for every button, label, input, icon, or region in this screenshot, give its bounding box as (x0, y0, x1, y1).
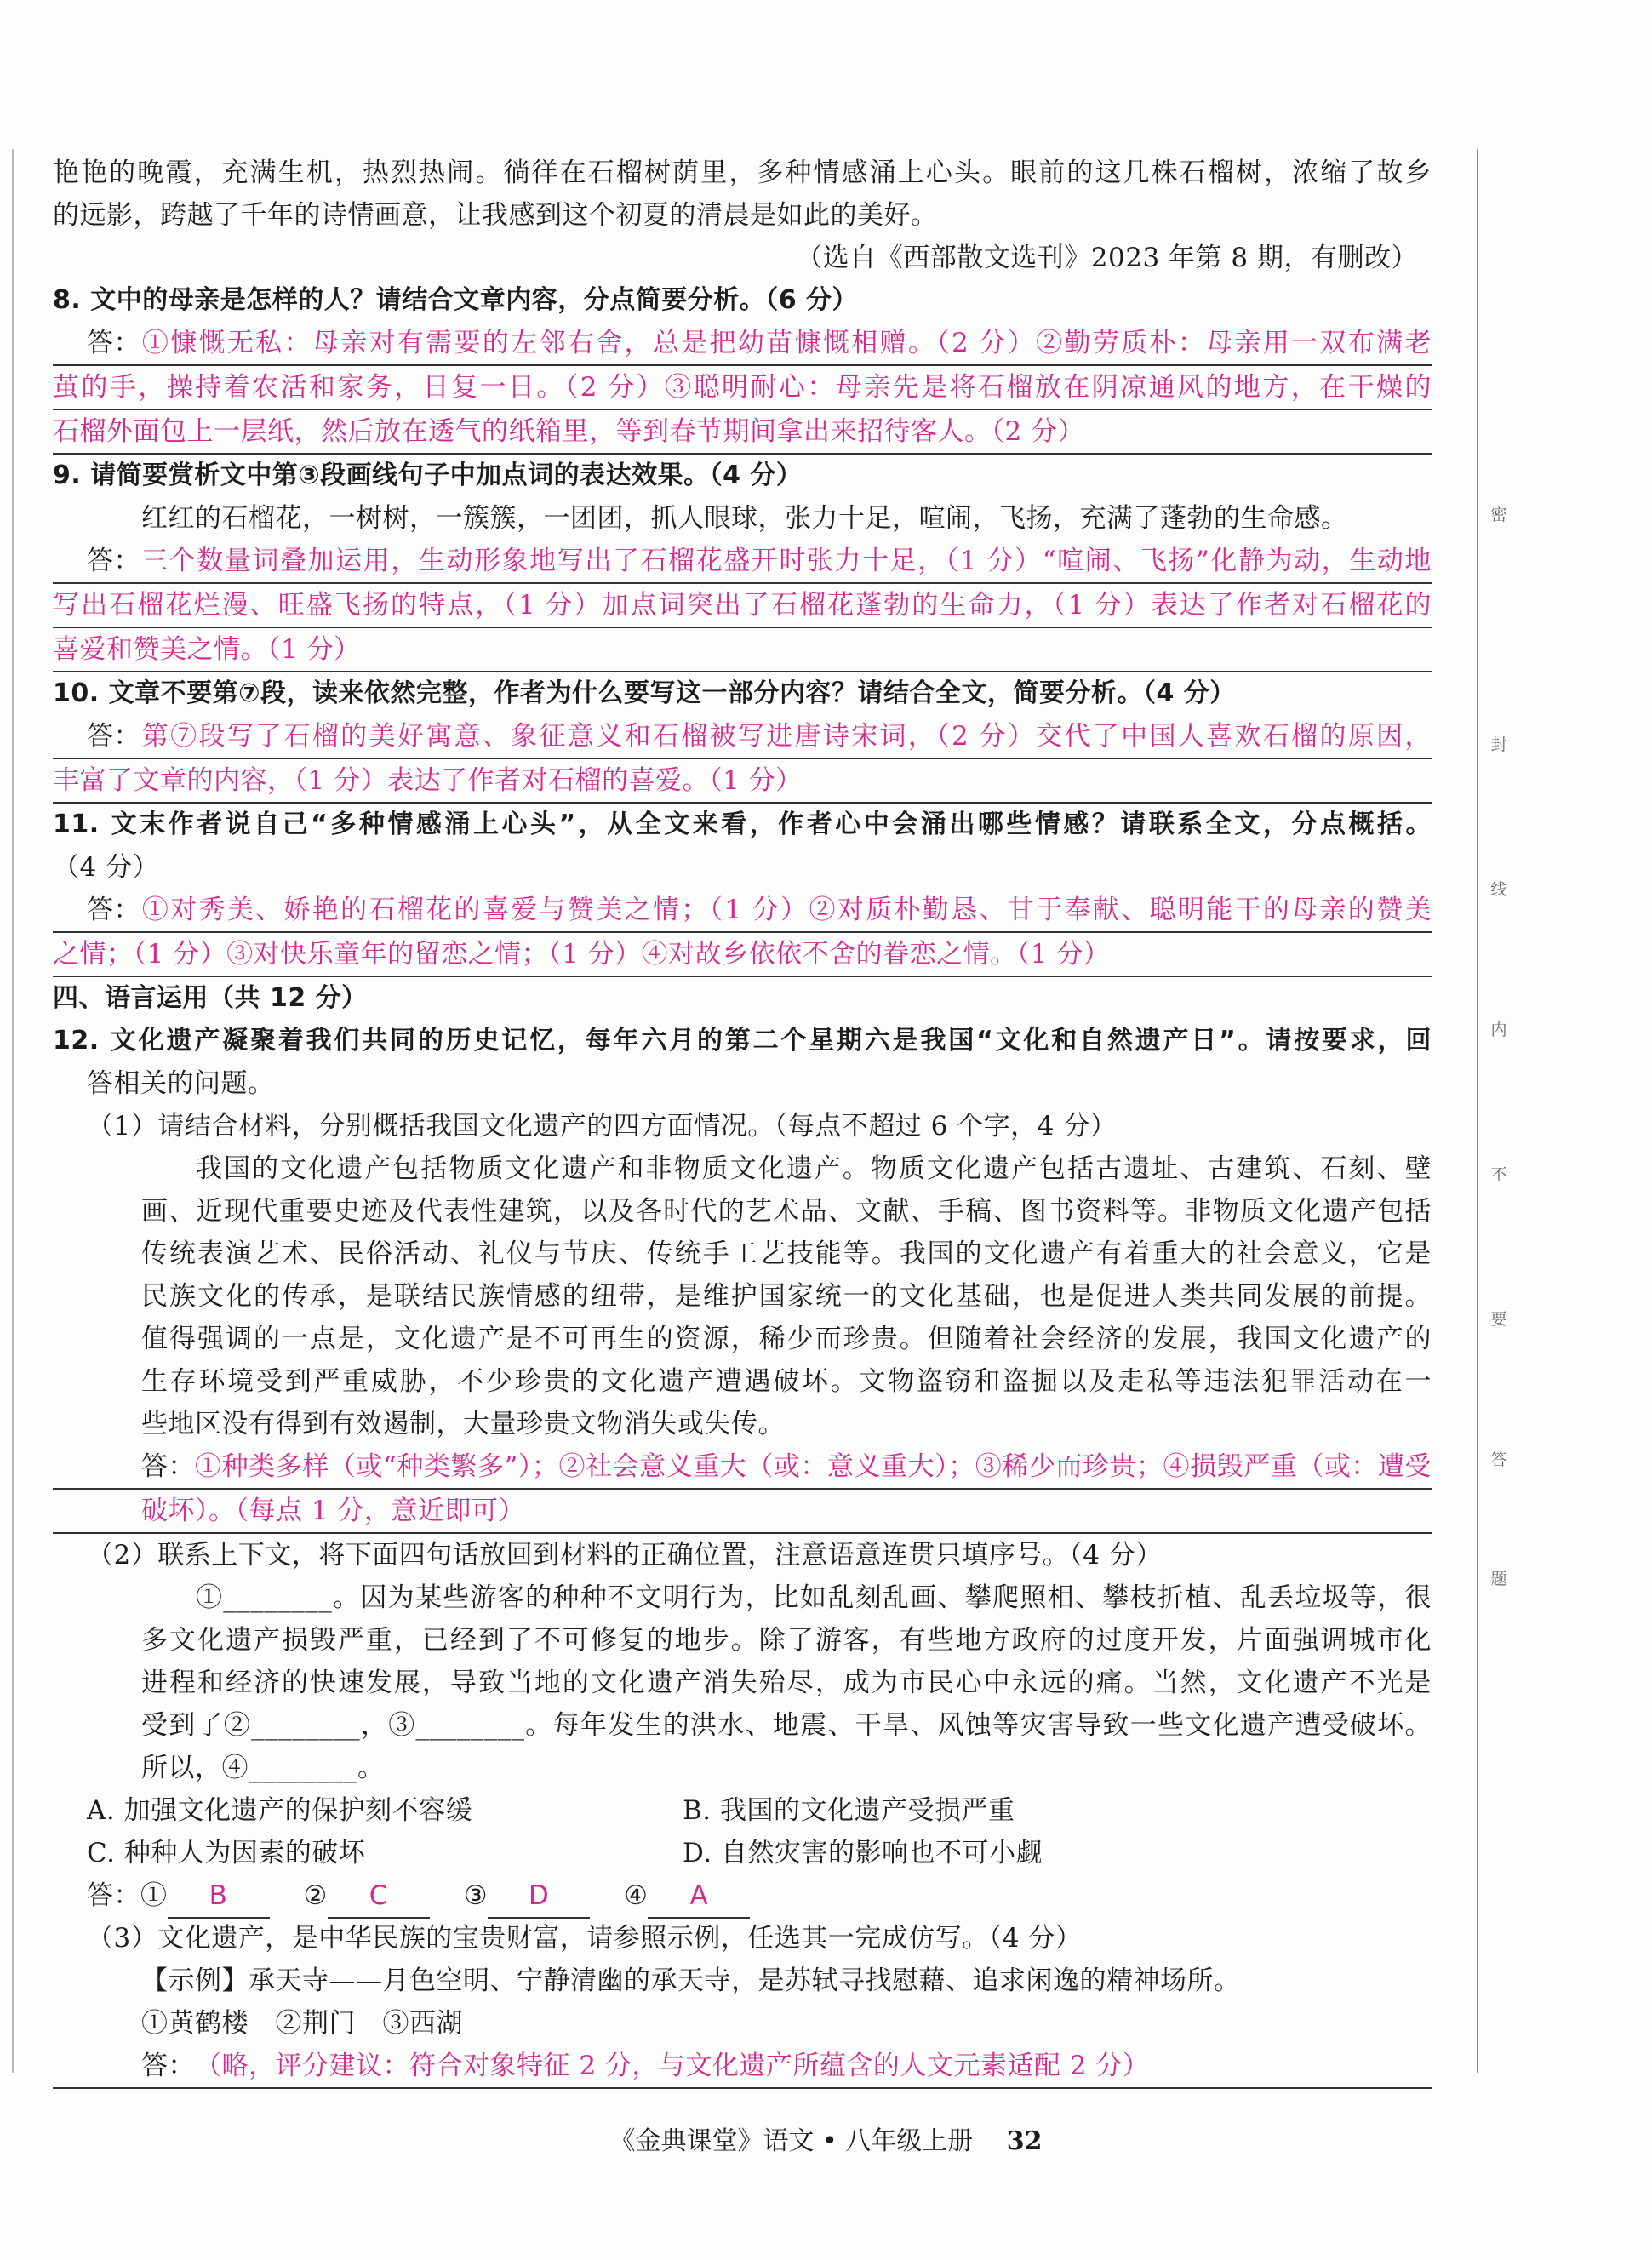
line-text: （选自《西部散文选刊》2023 年第 8 期，有删改） (796, 243, 1418, 273)
choice-answer: B (168, 1874, 270, 1919)
binding-char: 密 (1490, 506, 1507, 524)
choice-number: ① (140, 1880, 168, 1911)
choice-answer: D (488, 1874, 590, 1919)
page-footer (0, 2120, 1652, 2157)
line-text: 些地区没有得到有效遏制，大量珍贵文物消失或失传。 (141, 1409, 785, 1439)
answer-label: 答： (87, 721, 140, 752)
text-line (53, 1275, 1432, 1318)
text-line (53, 1105, 1432, 1147)
binding-char: 线 (1490, 880, 1507, 899)
text-line (53, 1576, 1432, 1619)
choice-number: ③ (463, 1880, 489, 1911)
text-line (53, 1490, 1432, 1534)
section-heading (53, 977, 1432, 1020)
answer-text: 喜爱和赞美之情。（1 分） (53, 634, 361, 665)
answer-text: 丰富了文章的内容，（1 分）表达了作者对石榴的喜爱。（1 分） (53, 765, 803, 796)
answer-text: ①种类多样（或“种类繁多”）；②社会意义重大（或：意义重大）；③稀少而珍贵；④损毁严重（或：遭受 (195, 1451, 1432, 1482)
line-text: 画、近现代重要史迹及代表性建筑，以及各时代的艺术品、文献、手稿、图书资料等。非物质文化遗产包括 (141, 1196, 1432, 1227)
question-line (53, 1020, 1432, 1062)
binding-char: 题 (1490, 1570, 1507, 1588)
binding-char: 内 (1490, 1021, 1507, 1039)
text-line (53, 366, 1432, 410)
line-text: 艳艳的晚霞，充满生机，热烈热闹。徜徉在石榴树荫里，多种情感涌上心头。眼前的这几株石榴树，浓缩了故乡 (53, 157, 1432, 188)
text-line (53, 1190, 1432, 1233)
line-text: 生存环境受到严重威胁，不少珍贵的文化遗产遭遇破坏。文物盗窃和盗掘以及走私等违法犯罪活动在一 (141, 1366, 1432, 1397)
line-text: （1）请结合材料，分别概括我国文化遗产的四方面情况。（每点不超过 6 个字，4 分） (87, 1111, 1118, 1141)
choice-answer: C (328, 1874, 430, 1919)
binding-notice (1482, 145, 1516, 2077)
answer-text: 破坏）。（每点 1 分，意近即可） (141, 1496, 525, 1526)
binding-char: 要 (1490, 1310, 1507, 1329)
line-text: 11. 文末作者说自己“多种情感涌上心头”，从全文来看，作者心中会涌出哪些情感？请联系全文，分点概括。 (53, 810, 1432, 839)
line-text: 四、语言运用（共 12 分） (53, 983, 368, 1013)
option-row (53, 1832, 1432, 1874)
answer-text: 石榴外面包上一层纸，然后放在透气的纸箱里，等到春节期间拿出来招待客人。（2 分） (53, 416, 1085, 447)
answer-text: ①对秀美、娇艳的石榴花的喜爱与赞美之情；（1 分）②对质朴勤恳、甘于奉献、聪明能干的母亲的赞美 (140, 895, 1432, 925)
question-line (53, 672, 1432, 715)
text-line (53, 1704, 1432, 1747)
text-line (53, 1403, 1432, 1445)
line-text: 9. 请简要赏析文中第③段画线句子中加点词的表达效果。（4 分） (53, 461, 803, 490)
option-row (53, 1789, 1432, 1832)
line-text: ①________。因为某些游客的种种不文明行为，比如乱刻乱画、攀爬照相、攀枝折植、乱丢垃圾等，很 (196, 1582, 1432, 1613)
line-text: （3）文化遗产，是中华民族的宝贵财富，请参照示例，任选其一完成仿写。（4 分） (87, 1923, 1083, 1954)
line-text: 12. 文化遗产凝聚着我们共同的历史记忆，每年六月的第二个星期六是我国“文化和自然遗产日”。请按要求，回 (53, 1026, 1432, 1056)
answer-text: 三个数量词叠加运用，生动形象地写出了石榴花盛开时张力十足，（1 分）“喧闹、飞扬”化静为动，生动地 (140, 546, 1432, 576)
text-line (53, 846, 1432, 889)
binding-char: 不 (1490, 1165, 1507, 1184)
text-line (53, 194, 1432, 237)
page-number: 32 (1006, 2126, 1043, 2156)
answer-label: 答： (141, 2051, 195, 2081)
line-text: 【示例】承天寺——月色空明、宁静清幽的承天寺，是苏轼寻找慰藉、追求闲逸的精神场所。 (141, 1965, 1241, 1996)
text-line (53, 237, 1432, 279)
option-item: A. 加强文化遗产的保护刻不容缓 (87, 1795, 473, 1826)
line-text: 的远影，跨越了千年的诗情画意，让我感到这个初夏的清晨是如此的美好。 (53, 200, 938, 231)
choice-answer-row (53, 1874, 1432, 1917)
text-line (53, 1360, 1432, 1403)
answer-text: 之情；（1 分）③对快乐童年的留恋之情；（1 分）④对故乡依依不舍的眷恋之情。（1 分） (53, 939, 1111, 970)
line-text: （4 分） (53, 852, 160, 883)
text-line (53, 322, 1432, 366)
answer-text: 第⑦段写了石榴的美好寓意、象征意义和石榴被写进唐诗宋词，（2 分）交代了中国人喜欢石榴的原因， (140, 721, 1432, 752)
question-line (53, 804, 1432, 846)
option-item: C. 种种人为因素的破坏 (87, 1838, 366, 1868)
text-line (53, 715, 1432, 759)
text-line (53, 497, 1432, 540)
option-item: B. 我国的文化遗产受损严重 (683, 1795, 1015, 1826)
text-line (53, 1147, 1432, 1190)
line-text: 多文化遗产损毁严重，已经到了不可修复的地步。除了游客，有些地方政府的过度开发，片面强调城市化 (141, 1625, 1432, 1656)
answer-label: 答： (87, 895, 140, 925)
binding-rule (1477, 149, 1478, 2073)
answer-text: （略，评分建议：符合对象特征 2 分，与文化遗产所蕴含的人文元素适配 2 分） (195, 2051, 1150, 2081)
choice-number: ④ (624, 1880, 649, 1911)
answer-label: 答： (87, 546, 140, 576)
question-content (53, 152, 1432, 2089)
text-line (53, 1233, 1432, 1275)
line-text: 答相关的问题。 (87, 1068, 275, 1099)
line-text: （2）联系上下文，将下面四句话放回到材料的正确位置，注意语意连贯只填序号。（4 分） (87, 1540, 1163, 1571)
choice-answer: A (648, 1874, 750, 1919)
text-line (53, 1917, 1432, 1960)
line-text: 传统表演艺术、民俗活动、礼仪与节庆、传统手工艺技能等。我国的文化遗产有着重大的社会意义，它是 (141, 1239, 1432, 1269)
question-line (53, 279, 1432, 322)
binding-char: 封 (1490, 735, 1507, 754)
text-line (53, 1960, 1432, 2002)
line-text: 10. 文章不要第⑦段，读来依然完整，作者为什么要写这一部分内容？请结合全文，简要分析。（4 分） (53, 678, 1236, 708)
text-line (53, 540, 1432, 584)
binding-char: 答 (1490, 1450, 1507, 1469)
text-line (53, 2002, 1432, 2045)
text-line (53, 1662, 1432, 1704)
text-line (53, 628, 1432, 672)
text-line (53, 1534, 1432, 1576)
text-line (53, 152, 1432, 194)
line-text: 我国的文化遗产包括物质文化遗产和非物质文化遗产。物质文化遗产包括古遗址、古建筑、石刻、壁 (196, 1153, 1432, 1184)
option-item: D. 自然灾害的影响也不可小觑 (683, 1838, 1043, 1868)
line-text: 民族文化的传承，是联结民族情感的纽带，是维护国家统一的文化基础，也是促进人类共同发展的前提。 (141, 1281, 1432, 1312)
line-text: 进程和经济的快速发展，导致当地的文化遗产消失殆尽，成为市民心中永远的痛。当然，文化遗产不光是 (141, 1668, 1432, 1698)
answer-text: 写出石榴花烂漫、旺盛飞扬的特点，（1 分）加点词突出了石榴花蓬勃的生命力，（1 分）表达了作者对石榴花的 (53, 590, 1432, 621)
book-title: 《金典课堂》语文 • 八年级上册 (609, 2126, 974, 2156)
text-line (53, 1318, 1432, 1360)
question-line (53, 455, 1432, 497)
text-line (53, 2045, 1432, 2089)
answer-label: 答： (87, 1880, 140, 1911)
text-line (53, 1445, 1432, 1490)
line-text: 受到了②________，③________。每年发生的洪水、地震、干旱、风蚀等灾害导致一些文化遗产遭受破坏。 (141, 1710, 1432, 1741)
choice-number: ② (303, 1880, 328, 1911)
text-line (53, 1747, 1432, 1789)
answer-text: 茧的手，操持着农活和家务，日复一日。（2 分）③聪明耐心：母亲先是将石榴放在阴凉通风的地方，在干燥的 (53, 372, 1432, 403)
text-line (53, 584, 1432, 628)
answer-label: 答： (87, 328, 140, 358)
answer-label: 答： (141, 1451, 195, 1482)
line-text: 8. 文中的母亲是怎样的人？请结合文章内容，分点简要分析。（6 分） (53, 285, 859, 315)
text-line (53, 1619, 1432, 1662)
text-line (53, 933, 1432, 977)
line-text: 值得强调的一点是，文化遗产是不可再生的资源，稀少而珍贵。但随着社会经济的发展，我国文化遗产的 (141, 1324, 1432, 1354)
left-margin-rule (12, 149, 14, 2073)
line-text: ①黄鹤楼 ②荆门 ③西湖 (141, 2008, 463, 2039)
line-text: 红红的石榴花，一树树，一簇簇，一团团，抓人眼球，张力十足，喧闹，飞扬，充满了蓬勃的生命感。 (141, 503, 1348, 534)
text-line (53, 410, 1432, 455)
answer-text: ①慷慨无私：母亲对有需要的左邻右舍，总是把幼苗慷慨相赠。（2 分）②勤劳质朴：母亲用一双布满老 (140, 328, 1432, 358)
text-line (53, 1062, 1432, 1105)
line-text: 所以，④________。 (141, 1753, 385, 1783)
text-line (53, 889, 1432, 933)
text-line (53, 759, 1432, 804)
